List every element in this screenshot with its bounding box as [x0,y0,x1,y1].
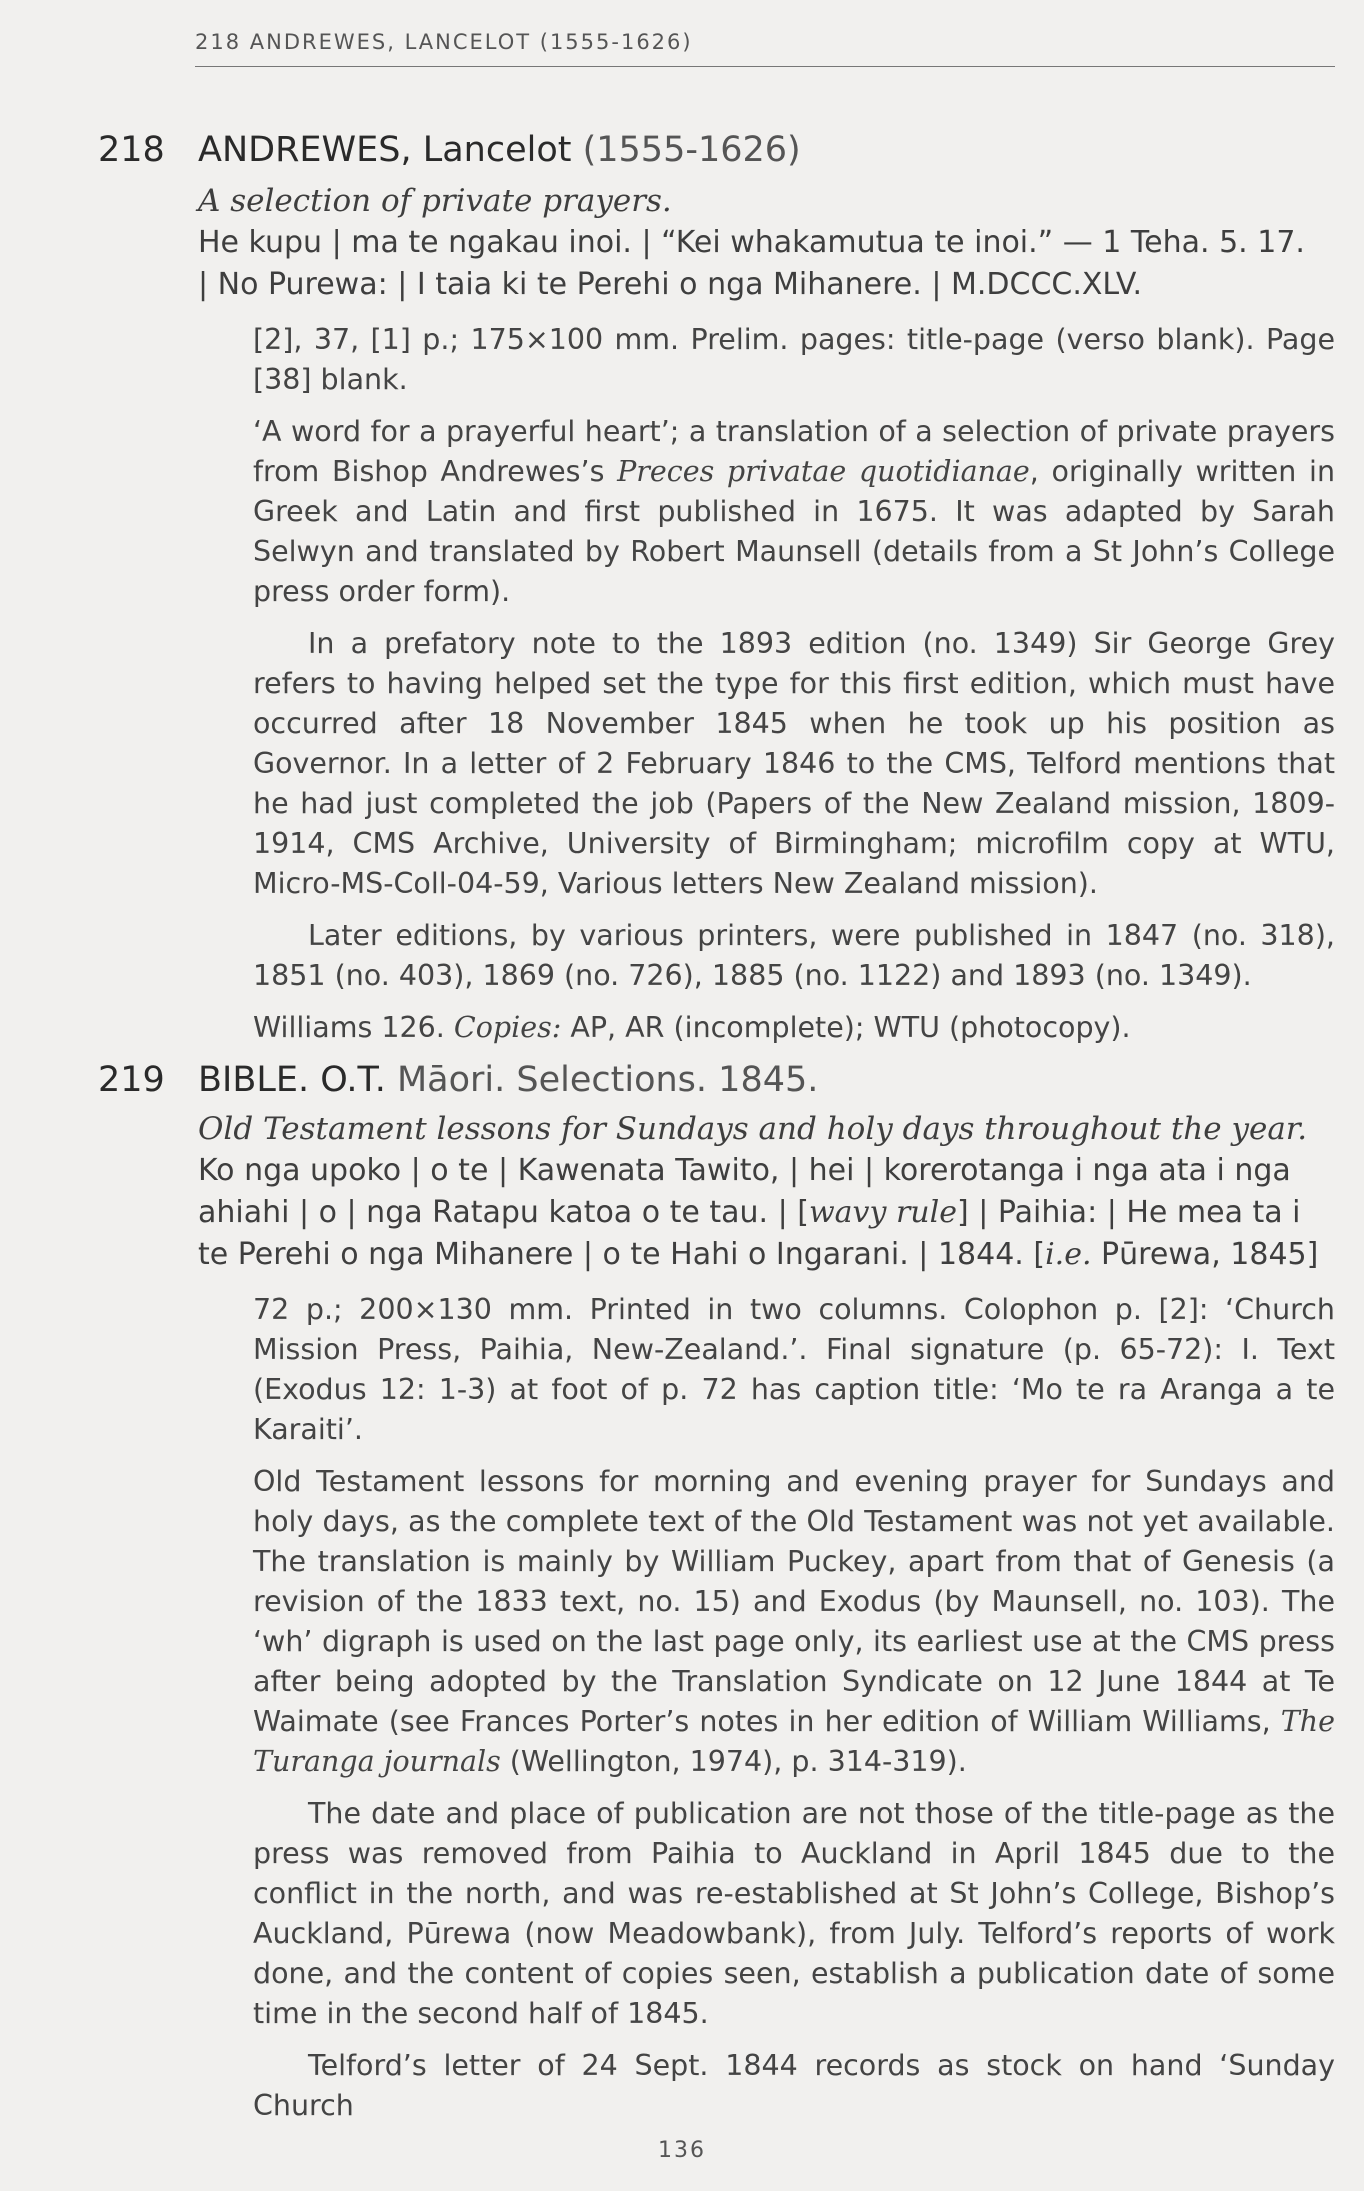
entry-219-title [198,1108,1338,1276]
note-paragraph: Telford’s letter of 24 Sept. 1844 records as stock on hand ‘Sunday Church [253,2049,1335,2122]
references: Williams 126. Copies: AP, AR (incomplete); WTU (photocopy). [253,1011,1131,1044]
entry-218-body [253,320,1335,1060]
entry-218-title [198,180,1338,306]
running-head: 218 ANDREWES, LANCELOT (1555-1626) [195,30,1335,67]
entry-subject: Māori. Selections. 1845. [396,1060,819,1100]
english-title: A selection of private prayers. [198,183,672,219]
page-number: 136 [658,2138,706,2163]
maori-title: Ko nga upoko | o te | Kawenata Tawito, | hei | korerotanga i nga ata i nga ahiahi | o | nga Ratapu katoa o te tau. | [wavy rule] | Paihia: | He mea ta i te Perehi o nga Mihanere | o te Hahi o Ingarani. | 1844. [i.e. Pūrewa, 1845] [198,1153,1319,1272]
note-paragraph: ‘A word for a prayerful heart’; a translation of a selection of private prayers from Bishop Andrewes’s Preces privatae quotidianae, originally written in Greek and Latin and first published in 1675. It was adapted by Sarah Selwyn and translated by Robert Maunsell (details from a St John’s College press order form). [253,415,1336,608]
note-paragraph: The date and place of publication are not those of the title-page as the press was removed from Paihia to Auckland in April 1845 due to the conflict in the north, and was re-established at St John’s College, Bishop’s Auckland, Pūrewa (now Meadowbank), from July. Telford’s reports of work done, and the content of copies seen, establish a publication date of some time in the second half of 1845. [253,1797,1335,2030]
entry-author: BIBLE. O.T. [198,1060,386,1100]
maori-title-line: He kupu | ma te ngakau inoi. | “Kei whakamutua te inoi.” — 1 Teha. 5. 17. [198,225,1305,260]
collation: 72 p.; 200×130 mm. Printed in two columns. Colophon p. [2]: ‘Church Mission Press, Paihia, New-Zealand.’. Final signature (p. 65-72): I. Text (Exodus 12: 1-3) at foot of p. 72 has caption title: ‘Mo te ra Aranga a te Karaiti’. [253,1293,1335,1446]
entry-218-heading [98,130,801,170]
entry-number: 219 [98,1060,165,1100]
note-paragraph: In a prefatory note to the 1893 edition (no. 1349) Sir George Grey refers to having helped set the type for this first edition, which must have occurred after 18 November 1845 when he took up his position as Governor. In a letter of 2 February 1846 to the CMS, Telford mentions that he had just completed the job (Papers of the New Zealand mission, 1809-1914, CMS Archive, University of Birmingham; microfilm copy at WTU, Micro-MS-Coll-04-59, Various letters New Zealand mission). [253,627,1335,900]
collation: [2], 37, [1] p.; 175×100 mm. Prelim. pages: title-page (verso blank). Page [38] blank. [253,323,1335,396]
entry-author: ANDREWES, Lancelot [198,130,572,170]
entry-number: 218 [98,130,165,170]
entry-219-body [253,1290,1335,2138]
maori-title-line: | No Purewa: | I taia ki te Perehi o nga Mihanere. | M.DCCC.XLV. [198,267,1143,302]
entry-dates: (1555-1626) [582,130,801,170]
english-title: Old Testament lessons for Sundays and holy days throughout the year. [198,1111,1308,1147]
entry-219-heading [98,1060,818,1100]
note-paragraph: Old Testament lessons for morning and evening prayer for Sundays and holy days, as the complete text of the Old Testament was not yet available. The translation is mainly by William Puckey, apart from that of Genesis (a revision of the 1833 text, no. 15) and Exodus (by Maunsell, no. 103). The ‘wh’ digraph is used on the last page only, its earliest use at the CMS press after being adopted by the Translation Syndicate on 12 June 1844 at Te Waimate (see Frances Porter’s notes in her edition of William Williams, The Turanga journals (Wellington, 1974), p. 314-319). [253,1465,1335,1778]
note-paragraph: Later editions, by various printers, were published in 1847 (no. 318), 1851 (no. 403), 1869 (no. 726), 1885 (no. 1122) and 1893 (no. 1349). [253,919,1335,992]
